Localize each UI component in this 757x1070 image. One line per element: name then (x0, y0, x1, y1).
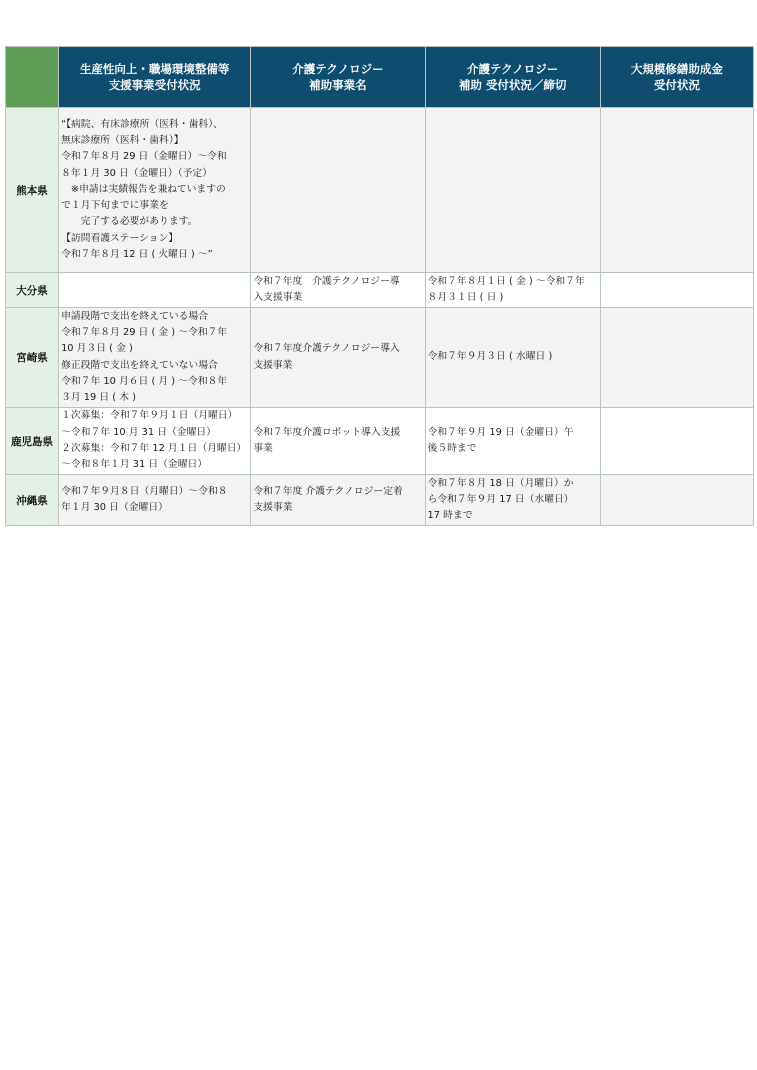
productivity-support-cell: １次募集：令和７年９月１日（月曜日） ～令和７年 10 月 31 日（金曜日） ２次募集：令和７年 12 月１日（月曜日） ～令和８年１月 31 日（金曜日） (59, 408, 251, 475)
prefecture-cell: 大分県 (6, 273, 59, 308)
productivity-support-cell (59, 273, 251, 308)
prefecture-cell: 沖縄県 (6, 475, 59, 526)
care-tech-status-cell: 令和７年９月３日 ( 水曜日 ) (425, 308, 600, 408)
care-tech-program-cell: 令和７年度 介護テクノロジー導 入支援事業 (251, 273, 425, 308)
header-care-tech-status-deadline: 介護テクノロジー 補助 受付状況／締切 (425, 47, 600, 108)
table-row-oita (6, 273, 754, 308)
status-table (5, 46, 754, 526)
major-repair-status-cell (600, 273, 753, 308)
care-tech-status-cell: 令和７年８月１日 ( 金 ) ～令和７年 ８月３１日 ( 日 ) (425, 273, 600, 308)
header-productivity-support: 生産性向上・職場環境整備等 支援事業受付状況 (59, 47, 251, 108)
table-header-row (6, 47, 754, 108)
prefecture-cell: 鹿児島県 (6, 408, 59, 475)
table-row-okinawa (6, 475, 754, 526)
care-tech-program-cell: 令和７年度介護テクノロジー導入 支援事業 (251, 308, 425, 408)
care-tech-status-cell: 令和７年９月 19 日（金曜日）午 後５時まで (425, 408, 600, 475)
major-repair-status-cell (600, 108, 753, 273)
major-repair-status-cell (600, 308, 753, 408)
header-major-repair-grant-status: 大規模修繕助成金 受付状況 (600, 47, 753, 108)
care-tech-program-cell: 令和７年度介護ロボット導入支援 事業 (251, 408, 425, 475)
header-corner-cell (6, 47, 59, 108)
care-tech-status-cell (425, 108, 600, 273)
care-tech-program-cell: 令和７年度 介護テクノロジー定着 支援事業 (251, 475, 425, 526)
care-tech-status-cell: 令和７年８月 18 日（月曜日）か ら令和７年９月 17 日（水曜日） 17 時まで (425, 475, 600, 526)
header-care-tech-program-name: 介護テクノロジー 補助事業名 (251, 47, 425, 108)
table-row-kumamoto (6, 108, 754, 273)
care-tech-program-cell (251, 108, 425, 273)
productivity-support-cell: 申請段階で支出を終えている場合 令和７年８月 29 日 ( 金 ) ～令和７年 10 月３日 ( 金 ) 修正段階で支出を終えていない場合 令和７年 10 月６日 ( 月 ) ～令和８年 ３月 19 日 ( 木 ) (59, 308, 251, 408)
productivity-support-cell: “【病院、有床診療所（医科・歯科）、 無床診療所（医科・歯科）】 令和７年８月 29 日（金曜日）～令和 ８年１月 30 日（金曜日）（予定） ※申請は実績報告を兼ねていますの で１月下旬までに事業を 完了する必要があります。 【訪問看護ステーション】 令和７年８月 12 日 ( 火曜日 ) ～” (59, 108, 251, 273)
major-repair-status-cell (600, 475, 753, 526)
table-row-miyazaki (6, 308, 754, 408)
major-repair-status-cell (600, 408, 753, 475)
table-row-kagoshima (6, 408, 754, 475)
prefecture-cell: 熊本県 (6, 108, 59, 273)
prefecture-cell: 宮崎県 (6, 308, 59, 408)
productivity-support-cell: 令和７年９月８日（月曜日）～令和８ 年１月 30 日（金曜日） (59, 475, 251, 526)
